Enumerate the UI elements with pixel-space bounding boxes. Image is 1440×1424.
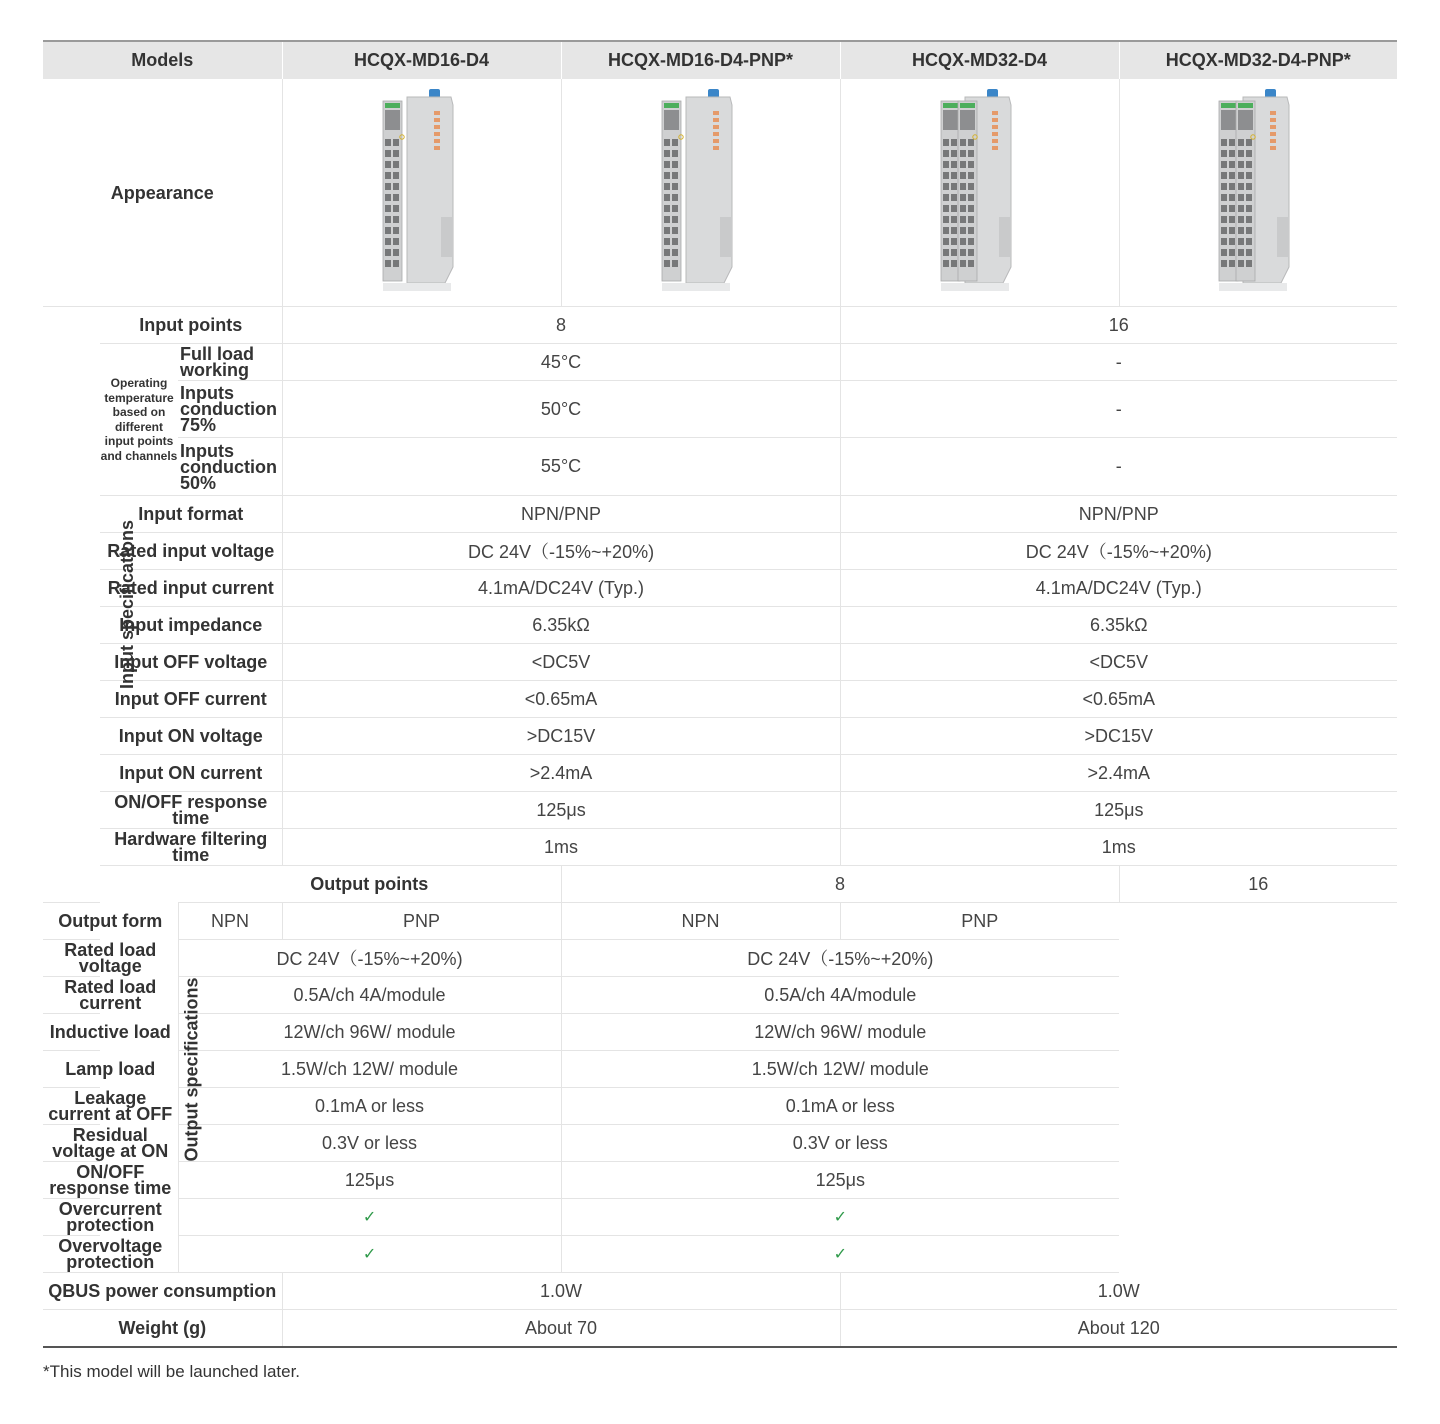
value-md16: 12W/ch 96W/ module	[178, 1014, 561, 1051]
value-md16: 6.35kΩ	[282, 607, 840, 644]
value-md32: <DC5V	[840, 644, 1397, 681]
value-md32: DC 24V（-15%~+20%)	[840, 533, 1397, 570]
row-rated-input-voltage	[43, 533, 1397, 570]
value-md16: NPN/PNP	[282, 496, 840, 533]
check-icon: ✓	[178, 1199, 561, 1236]
label-overcurrent-protection: Overcurrent protection	[43, 1199, 178, 1236]
value-md32: 1ms	[840, 829, 1397, 866]
value-md16: >2.4mA	[282, 755, 840, 792]
label-inductive-load: Inductive load	[43, 1014, 178, 1051]
value-md16: <0.65mA	[282, 681, 840, 718]
label-input-on-voltage: Input ON voltage	[100, 718, 282, 755]
row-input-on-current	[43, 755, 1397, 792]
value-md32: 6.35kΩ	[840, 607, 1397, 644]
row-temp-75	[43, 381, 1397, 438]
value-md32: -	[840, 438, 1397, 496]
value-md16: 4.1mA/DC24V (Typ.)	[282, 570, 840, 607]
label-input-response-time: ON/OFF response time	[100, 792, 282, 829]
value-md16: 0.5A/ch 4A/module	[178, 977, 561, 1014]
row-temp-50	[43, 438, 1397, 496]
spec-table	[43, 40, 1397, 1348]
row-rated-input-current	[43, 570, 1397, 607]
appearance-md16-d4	[282, 79, 561, 307]
appearance-md32-d4-pnp	[1119, 79, 1397, 307]
label-lamp-load: Lamp load	[43, 1051, 178, 1088]
row-input-on-voltage	[43, 718, 1397, 755]
check-icon: ✓	[561, 1199, 1119, 1236]
row-input-response-time	[43, 792, 1397, 829]
model-md32-d4-pnp: HCQX-MD32-D4-PNP*	[1119, 41, 1397, 79]
label-rated-input-current: Rated input current	[100, 570, 282, 607]
value-md16: 0.1mA or less	[178, 1088, 561, 1125]
row-input-format	[43, 496, 1397, 533]
value-md16: 1.0W	[282, 1273, 840, 1310]
value-md16: <DC5V	[282, 644, 840, 681]
footnote: *This model will be launched later.	[43, 1362, 301, 1381]
value-md16: >DC15V	[282, 718, 840, 755]
row-rated-load-voltage	[43, 940, 1397, 977]
label-temp-full-load: Full load working	[178, 344, 282, 381]
row-weight	[43, 1310, 1397, 1348]
row-overvoltage-protection	[43, 1236, 1397, 1273]
label-input-impedance: Input impedance	[100, 607, 282, 644]
label-input-off-current: Input OFF current	[100, 681, 282, 718]
row-temp-full-load	[43, 344, 1397, 381]
label-qbus-power: QBUS power consumption	[43, 1273, 282, 1310]
label-leakage-current: Leakage current at OFF	[43, 1088, 178, 1125]
row-output-response-time	[43, 1162, 1397, 1199]
label-overvoltage-protection: Overvoltage protection	[43, 1236, 178, 1273]
model-md16-d4: HCQX-MD16-D4	[282, 41, 561, 79]
label-operating-temperature: Operating temperature based on different input points and channels	[100, 344, 178, 496]
value-md32: 0.1mA or less	[561, 1088, 1119, 1125]
value-md32: 16	[1119, 866, 1397, 903]
value-md16: 45°C	[282, 344, 840, 381]
label-residual-voltage: Residual voltage at ON	[43, 1125, 178, 1162]
model-md16-d4-pnp: HCQX-MD16-D4-PNP*	[561, 41, 840, 79]
io-module-image	[935, 87, 1025, 299]
row-input-impedance	[43, 607, 1397, 644]
models-label: Models	[43, 41, 282, 79]
value-md32: 125μs	[561, 1162, 1119, 1199]
label-input-on-current: Input ON current	[100, 755, 282, 792]
row-hardware-filter-time	[43, 829, 1397, 866]
label-rated-load-voltage: Rated load voltage	[43, 940, 178, 977]
value-md16: About 70	[282, 1310, 840, 1348]
model-md32-d4: HCQX-MD32-D4	[840, 41, 1119, 79]
label-temp-50: Inputs conduction 50%	[178, 438, 282, 496]
value-md32: -	[840, 381, 1397, 438]
value-md16-d4-pnp: PNP	[282, 903, 561, 940]
value-md32: >2.4mA	[840, 755, 1397, 792]
row-qbus-power	[43, 1273, 1397, 1310]
value-md16: 0.3V or less	[178, 1125, 561, 1162]
row-residual-voltage	[43, 1125, 1397, 1162]
row-input-off-current	[43, 681, 1397, 718]
group-output-specifications: Output specifications	[100, 866, 178, 1273]
value-md32: NPN/PNP	[840, 496, 1397, 533]
value-md16-d4: NPN	[178, 903, 282, 940]
check-icon: ✓	[561, 1236, 1119, 1273]
io-module-image	[377, 87, 467, 299]
label-input-points: Input points	[100, 307, 282, 344]
row-output-form	[43, 903, 1397, 940]
appearance-label: Appearance	[43, 79, 282, 307]
label-output-form: Output form	[43, 903, 178, 940]
row-lamp-load	[43, 1051, 1397, 1088]
label-hardware-filter-time: Hardware filtering time	[100, 829, 282, 866]
value-md32: About 120	[840, 1310, 1397, 1348]
value-md16: 1.5W/ch 12W/ module	[178, 1051, 561, 1088]
io-module-image	[656, 87, 746, 299]
header-row	[43, 41, 1397, 79]
value-md16: 8	[282, 307, 840, 344]
group-input-specifications: Input specifications	[43, 307, 100, 903]
value-md16: 125μs	[178, 1162, 561, 1199]
value-md32: 0.5A/ch 4A/module	[561, 977, 1119, 1014]
row-overcurrent-protection	[43, 1199, 1397, 1236]
value-md16: 125μs	[282, 792, 840, 829]
value-md32: 1.0W	[840, 1273, 1397, 1310]
value-md32: 4.1mA/DC24V (Typ.)	[840, 570, 1397, 607]
value-md32: <0.65mA	[840, 681, 1397, 718]
value-md32: >DC15V	[840, 718, 1397, 755]
label-temp-75: Inputs conduction 75%	[178, 381, 282, 438]
appearance-row	[43, 79, 1397, 307]
label-output-points: Output points	[178, 866, 561, 903]
appearance-md32-d4	[840, 79, 1119, 307]
io-module-image	[1213, 87, 1303, 299]
value-md32: -	[840, 344, 1397, 381]
value-md16: DC 24V（-15%~+20%)	[178, 940, 561, 977]
value-md32: 125μs	[840, 792, 1397, 829]
value-md32-d4: NPN	[561, 903, 840, 940]
label-weight: Weight (g)	[43, 1310, 282, 1348]
row-input-points	[43, 307, 1397, 344]
label-output-response-time: ON/OFF response time	[43, 1162, 178, 1199]
value-md32: 0.3V or less	[561, 1125, 1119, 1162]
appearance-md16-d4-pnp	[561, 79, 840, 307]
value-md16: 55°C	[282, 438, 840, 496]
value-md32: DC 24V（-15%~+20%)	[561, 940, 1119, 977]
row-input-off-voltage	[43, 644, 1397, 681]
label-rated-load-current: Rated load current	[43, 977, 178, 1014]
label-input-off-voltage: Input OFF voltage	[100, 644, 282, 681]
value-md16: 1ms	[282, 829, 840, 866]
value-md32: 16	[840, 307, 1397, 344]
value-md16: DC 24V（-15%~+20%)	[282, 533, 840, 570]
row-leakage-current	[43, 1088, 1397, 1125]
label-rated-input-voltage: Rated input voltage	[100, 533, 282, 570]
value-md16: 8	[561, 866, 1119, 903]
check-icon: ✓	[178, 1236, 561, 1273]
value-md16: 50°C	[282, 381, 840, 438]
row-inductive-load	[43, 1014, 1397, 1051]
row-rated-load-current	[43, 977, 1397, 1014]
row-output-points	[43, 866, 1397, 903]
value-md32: 12W/ch 96W/ module	[561, 1014, 1119, 1051]
label-input-format: Input format	[100, 496, 282, 533]
value-md32-d4-pnp: PNP	[840, 903, 1119, 940]
value-md32: 1.5W/ch 12W/ module	[561, 1051, 1119, 1088]
